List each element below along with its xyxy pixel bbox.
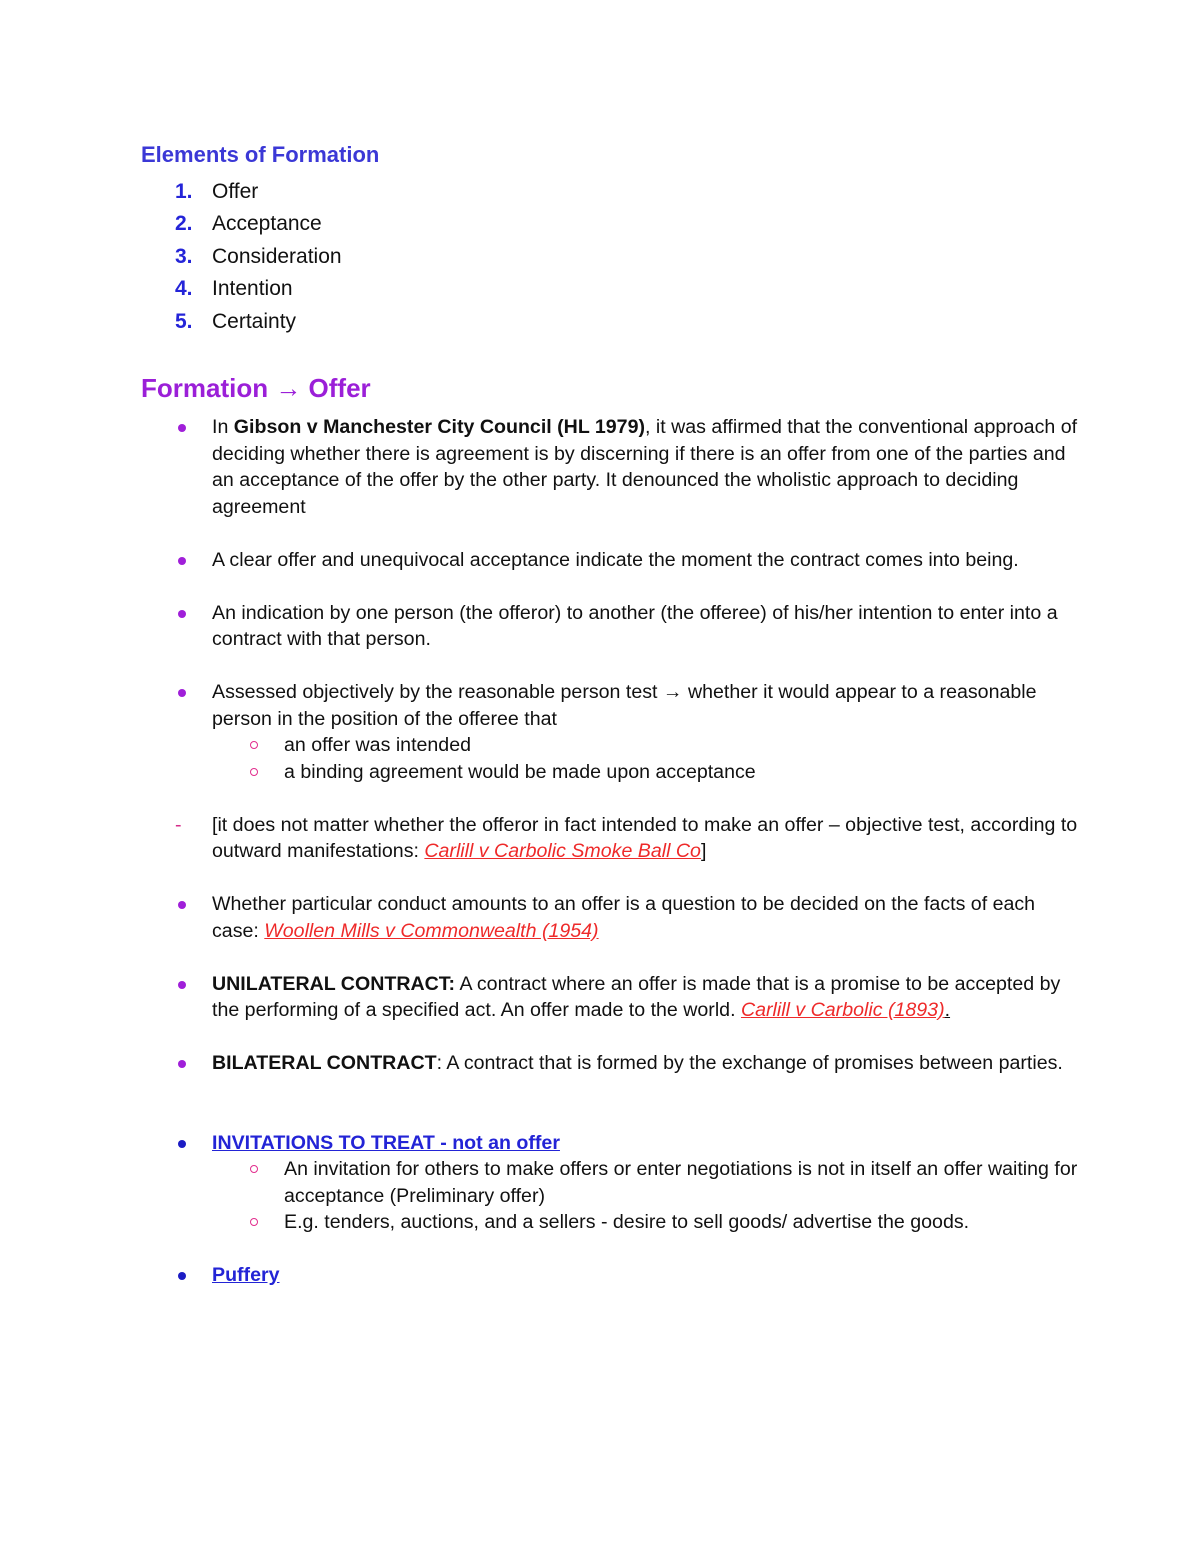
- bullet-puffery: [141, 1262, 1081, 1289]
- bullet-gibson: [141, 414, 1081, 520]
- list-number: 2.: [175, 212, 193, 236]
- bullet-text: .: [944, 999, 951, 1022]
- term-label: UNILATERAL CONTRACT:: [212, 972, 456, 995]
- list-item: [141, 176, 1081, 208]
- case-name: Gibson v Manchester City Council (HL 1979): [233, 416, 645, 439]
- bullet-text: A clear offer and unequivocal acceptance indicate the moment the contract comes into being.: [212, 548, 1019, 571]
- list-text: Certainty: [212, 309, 297, 333]
- sub-bullet: [141, 1156, 1081, 1209]
- bullet-icon: [178, 557, 186, 565]
- term-label: BILATERAL CONTRACT: [212, 1052, 437, 1075]
- bullet-icon: [178, 1272, 186, 1280]
- list-text: Intention: [212, 277, 293, 301]
- bullet-icon: [178, 424, 186, 432]
- case-link-carlill-1893[interactable]: Carlill v Carbolic (1893): [740, 999, 945, 1022]
- circle-bullet-icon: [250, 1165, 258, 1173]
- spacer: [141, 1103, 1081, 1130]
- bullet-clear-offer: [141, 547, 1081, 574]
- sub-bullet-text: E.g. tenders, auctions, and a sellers - desire to sell goods/ advertise the goods.: [284, 1211, 970, 1234]
- list-number: 3.: [175, 244, 193, 268]
- list-text: Consideration: [212, 244, 342, 268]
- dash-marker: -: [175, 813, 182, 836]
- bullet-text: : A contract that is formed by the exchange of promises between parties.: [436, 1052, 1063, 1075]
- bullet-particular-conduct: [141, 891, 1081, 944]
- bullet-assessed-objectively: [141, 679, 1081, 785]
- bullet-invitations-to-treat: [141, 1130, 1081, 1236]
- heading-formation-offer: Formation → Offer: [141, 373, 371, 404]
- bullet-text: Assessed objectively by the reasonable person test → whether it would appear to a reasonable person in the position of the offeree that: [212, 681, 1037, 730]
- bullet-text: ]: [700, 840, 707, 863]
- sub-bullet-text: An invitation for others to make offers or enter negotiations is not in itself an offer waiting for acceptance (Preliminary offer): [284, 1158, 1078, 1207]
- link-puffery[interactable]: Puffery: [212, 1264, 280, 1287]
- bullet-icon: [178, 901, 186, 909]
- list-item: [141, 273, 1081, 305]
- list-number: 4.: [175, 277, 193, 301]
- circle-bullet-icon: [250, 741, 258, 749]
- heading-elements-of-formation: Elements of Formation: [141, 142, 380, 167]
- bullet-text: A contract where an offer is made that is a promise to be accepted by the performing of a specified act. An offer made to the world.: [212, 972, 1061, 1022]
- circle-bullet-icon: [250, 768, 258, 776]
- sub-bullet: [141, 759, 1081, 786]
- sub-bullet: [141, 732, 1081, 759]
- bullet-icon: [178, 1140, 186, 1148]
- bullet-text: Whether particular conduct amounts to an offer is a question to be decided on the facts of each case:: [212, 893, 1036, 942]
- bullet-text: , it was affirmed that the conventional approach of deciding whether there is agreement is by discerning if there is an offer from one of the parties and an acceptance of the offer by the other party. It denounced the wholistic approach to deciding agreement: [212, 416, 1078, 518]
- bullet-unilateral-contract: [141, 971, 1081, 1024]
- list-number: 5.: [175, 309, 193, 333]
- case-link-carlill-smoke-ball[interactable]: Carlill v Carbolic Smoke Ball Co: [424, 840, 701, 863]
- sub-bullet-text: an offer was intended: [284, 734, 472, 757]
- case-link-woollen-mills[interactable]: Woollen Mills v Commonwealth (1954): [264, 919, 599, 942]
- bullet-text: An indication by one person (the offeror) to another (the offeree) of his/her intention to enter into a contract with that person.: [212, 601, 1058, 651]
- list-number: 1.: [175, 180, 193, 203]
- list-item: [141, 208, 1081, 240]
- sub-bullet: [141, 1209, 1081, 1236]
- elements-list: [141, 176, 1081, 338]
- bullet-indication: [141, 600, 1081, 653]
- bullet-icon: [178, 981, 186, 989]
- bullet-bilateral-contract: [141, 1050, 1081, 1077]
- circle-bullet-icon: [250, 1218, 258, 1226]
- bullet-icon: [178, 689, 186, 697]
- bullet-text: In: [212, 416, 234, 439]
- list-text: Acceptance: [212, 212, 322, 236]
- list-item: [141, 306, 1081, 338]
- bullet-objective-test-note: [141, 812, 1081, 865]
- link-invitations-to-treat[interactable]: INVITATIONS TO TREAT - not an offer: [212, 1131, 560, 1154]
- document-page: [141, 140, 1081, 1315]
- sub-bullet-text: a binding agreement would be made upon acceptance: [284, 760, 756, 783]
- bullet-icon: [178, 1060, 186, 1068]
- bullet-icon: [178, 610, 186, 618]
- list-item: [141, 241, 1081, 273]
- list-text: Offer: [212, 180, 259, 203]
- bullet-text: [it does not matter whether the offeror in fact intended to make an offer – objective test, according to outward manifestations:: [212, 813, 1078, 863]
